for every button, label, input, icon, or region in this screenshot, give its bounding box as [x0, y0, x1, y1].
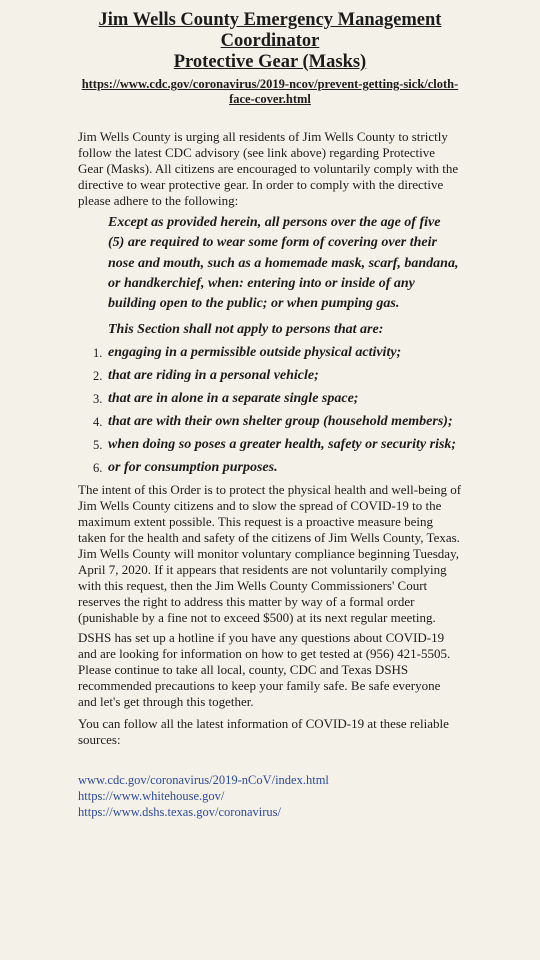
hotline-paragraph: DSHS has set up a hotline if you have any questions about COVID-19 and are looking for information on how to get tested at (956) 421-5505. Please continue to take all local, county, CDC and Texas DSHS recommended precautions to keep your family safe. Be safe everyone and let's get through this together.	[78, 630, 451, 710]
title-line-2: Coordinator	[220, 31, 320, 51]
list-item	[93, 343, 460, 363]
list-item-number: 1.	[93, 346, 103, 361]
sources-intro-paragraph: You can follow all the latest information of COVID-19 at these reliable sources:	[78, 716, 449, 748]
document-header	[0, 0, 540, 107]
title-line-3: Protective Gear (Masks)	[173, 52, 367, 72]
cdc-link[interactable]: www.cdc.gov/coronavirus/2019-nCoV/index.html	[78, 773, 329, 788]
whitehouse-link[interactable]: https://www.whitehouse.gov/	[78, 789, 225, 804]
title-line-1: Jim Wells County Emergency Management	[98, 10, 442, 30]
list-item-text: that are in alone in a separate single space;	[108, 391, 359, 407]
cdc-source-link[interactable]: https://www.cdc.gov/coronavirus/2019-ncov/prevent-getting-sick/cloth-face-cover.html	[81, 77, 459, 106]
list-item-number: 3.	[93, 392, 103, 407]
list-item-text: engaging in a permissible outside physical activity;	[108, 345, 402, 361]
exemptions-heading: This Section shall not apply to persons that are:	[108, 322, 384, 338]
list-item	[93, 366, 460, 386]
exemptions-list	[0, 343, 540, 478]
source-links	[78, 772, 462, 820]
list-item-number: 6.	[93, 461, 103, 476]
list-item-text: that are riding in a personal vehicle;	[108, 368, 319, 384]
mask-directive: Except as provided herein, all persons over the age of five (5) are required to wear some form of covering over their nose and mouth, such as a homemade mask, scarf, bandana, or handkerchief, when: entering into or inside of any building open to the public; or when pumping gas.	[108, 215, 459, 312]
list-item-number: 4.	[93, 415, 103, 430]
list-item	[93, 389, 460, 409]
list-item-number: 5.	[93, 438, 103, 453]
intent-paragraph: The intent of this Order is to protect the physical health and well-being of Jim Wells County citizens and to slow the spread of COVID-19 to the maximum extent possible. This request is a proactive measure being taken for the health and safety of the citizens of Jim Wells County, Texas. Jim Wells County will monitor voluntary compliance beginning Tuesday, April 7, 2020. If it appears that residents are not voluntarily complying with this request, then the Jim Wells County Commissioners' Court reserves the right to address this matter by way of a formal order (punishable by a fine not to exceed $500) at its next regular meeting.	[78, 482, 462, 626]
list-item-text: when doing so poses a greater health, safety or security risk;	[108, 437, 457, 453]
list-item-text: that are with their own shelter group (household members);	[108, 414, 453, 430]
list-item	[93, 458, 460, 478]
list-item	[93, 412, 460, 432]
list-item-text: or for consumption purposes.	[108, 460, 278, 476]
intro-paragraph: Jim Wells County is urging all residents of Jim Wells County to strictly follow the latest CDC advisory (see link above) regarding Protective Gear (Masks). All citizens are encouraged to voluntarily comply with the directive to wear protective gear. In order to comply with the directive please adhere to the following:	[78, 129, 459, 208]
dshs-link[interactable]: https://www.dshs.texas.gov/coronavirus/	[78, 805, 281, 820]
list-item	[93, 435, 460, 455]
list-item-number: 2.	[93, 369, 103, 384]
